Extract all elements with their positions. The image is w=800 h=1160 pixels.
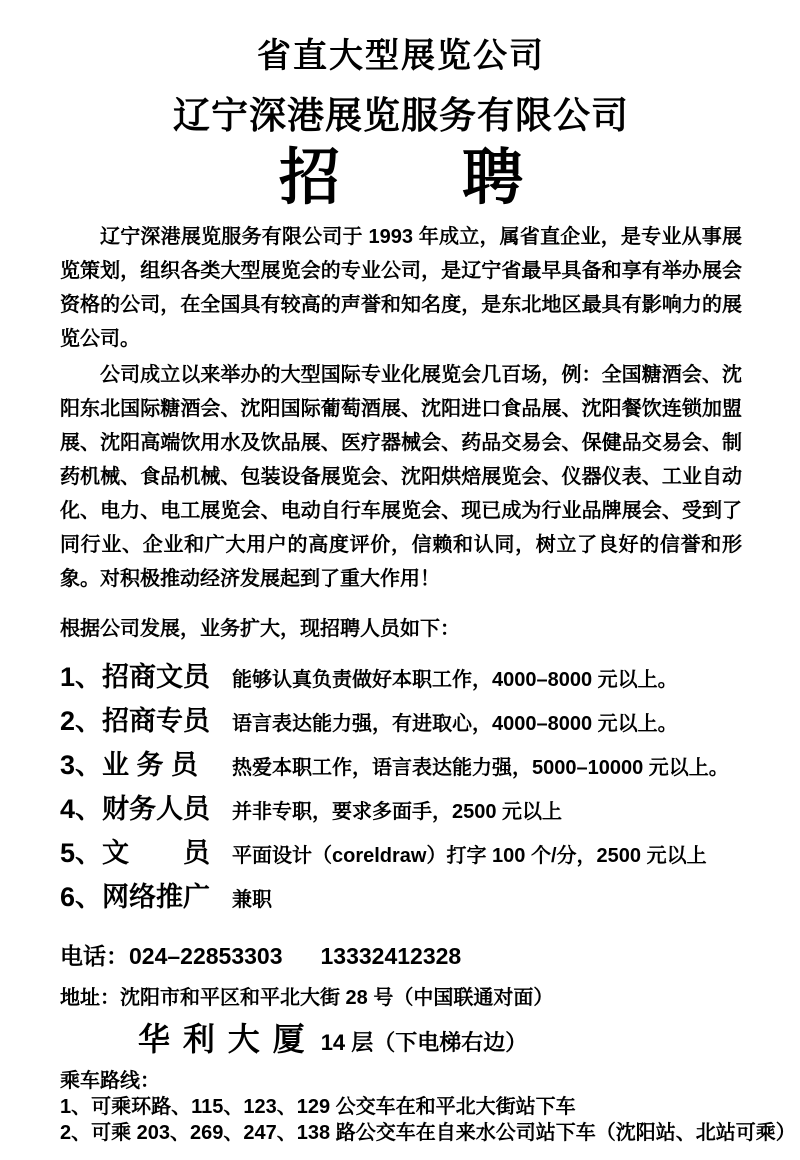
- recruit-intro-line: 根据公司发展，业务扩大，现招聘人员如下：: [60, 618, 460, 640]
- address-label: 地址：: [60, 987, 120, 1009]
- job-title: 1、招商文员: [60, 662, 211, 692]
- job-title: 2、招商专员: [60, 706, 211, 736]
- job-description: 并非专职，要求多面手，2500 元以上: [232, 801, 563, 823]
- recruit-heading: 招 聘: [278, 143, 523, 211]
- bus-route-item: 2、可乘 203、269、247、138 路公交车在自来水公司站下车（沈阳站、北站可乘）: [60, 1122, 796, 1144]
- address-line: [60, 985, 742, 1012]
- phone-label: 电话：: [60, 943, 129, 969]
- job-list-item: [60, 836, 742, 871]
- job-list-item: [60, 660, 742, 695]
- bus-routes-heading: 乘车路线：: [60, 1070, 160, 1092]
- company-name-title: 辽宁深港展览服务有限公司: [173, 95, 629, 136]
- job-description: 兼职: [232, 889, 272, 911]
- phone-number-mobile: 13332412328: [320, 943, 462, 969]
- job-description: 平面设计（coreldraw）打字 100 个/分，2500 元以上: [232, 845, 707, 867]
- job-title: 3、业 务 员: [60, 750, 199, 780]
- bus-route-item: 1、可乘环路、115、123、129 公交车在和平北大街站下车: [60, 1096, 576, 1118]
- phone-number-landline: 024–22853303: [129, 943, 283, 969]
- building-floor: 14 层（下电梯右边）: [320, 1030, 528, 1055]
- phone-line: [60, 941, 742, 971]
- job-title: 5、文 员: [60, 838, 211, 868]
- job-list-item: [60, 748, 742, 783]
- job-description: 语言表达能力强，有进取心，4000–8000 元以上。: [232, 713, 678, 735]
- job-title: 4、财务人员: [60, 794, 211, 824]
- bus-routes-section: [60, 1068, 796, 1146]
- company-category-title: 省直大型展览公司: [257, 37, 545, 75]
- company-intro-paragraph: 辽宁深港展览服务有限公司于 1993 年成立，属省直企业，是专业从事展览策划，组织各类大型展览会的专业公司，是辽宁省最早具备和享有举办展会资格的公司，在全国具有较高的声誉和知名度，是东北地区最具有影响力的展览公司。: [60, 226, 742, 350]
- job-list-item: [60, 704, 742, 739]
- job-list-item: [60, 792, 742, 827]
- job-description: 能够认真负责做好本职工作，4000–8000 元以上。: [232, 669, 678, 691]
- job-description: 热爱本职工作，语言表达能力强，5000–10000 元以上。: [232, 757, 729, 779]
- building-line: [60, 1020, 742, 1062]
- address-text: 沈阳市和平区和平北大街 28 号（中国联通对面）: [120, 987, 554, 1009]
- building-name: 华 利 大 厦: [138, 1021, 307, 1057]
- poster-header: [60, 36, 742, 212]
- exhibition-history-paragraph: 公司成立以来举办的大型国际专业化展览会几百场，例：全国糖酒会、沈阳东北国际糖酒会、沈阳国际葡萄酒展、沈阳进口食品展、沈阳餐饮连锁加盟展、沈阳高端饮用水及饮品展、医疗器械会、药品交易会、保健品交易会、制药机械、食品机械、包装设备展览会、沈阳烘焙展览会、仪器仪表、工业自动化、电力、电工展览会、电动自行车展览会、现已成为行业品牌展会、受到了同行业、企业和广大用户的高度评价，信赖和认同，树立了良好的信誉和形象。对积极推动经济发展起到了重大作用！: [60, 364, 742, 590]
- job-list-item: [60, 880, 742, 915]
- contact-section: [60, 941, 742, 1062]
- job-list: [60, 660, 742, 915]
- job-title: 6、网络推广: [60, 882, 211, 912]
